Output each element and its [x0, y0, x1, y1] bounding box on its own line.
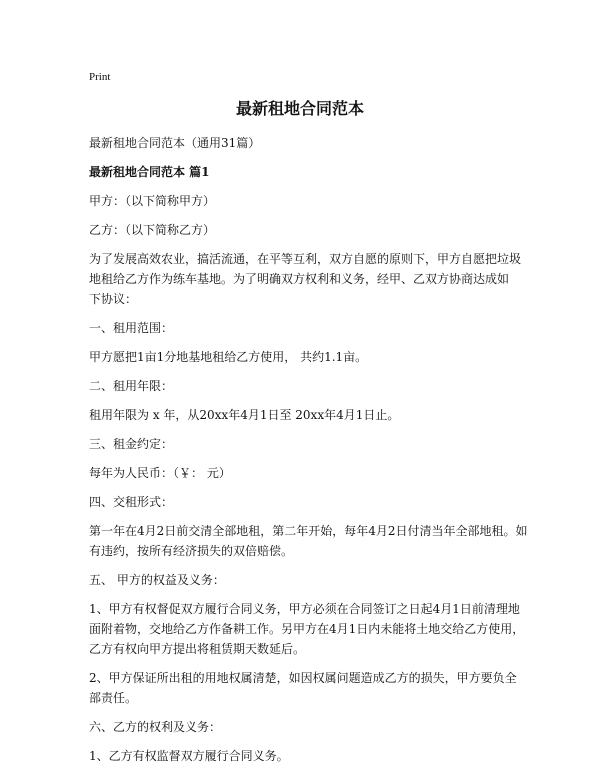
section-heading: 最新租地合同范本 篇1: [89, 165, 210, 179]
intro-paragraph: [89, 249, 521, 309]
item-line: 面附着物，交地给乙方作备耕工作。另甲方在4月1日内未能将土地交给乙方使用，: [89, 622, 525, 636]
clause-heading-party-b-rights: 六、乙方的权利及义务：: [89, 720, 222, 734]
clause-text-rent: 每年为人民币：（￥： 元）: [89, 466, 231, 480]
item-line: 部责任。: [89, 691, 138, 705]
intro-line: 为了发展高效农业，搞活流通，在平等互利，双方自愿的原则下，甲方自愿把垃圾: [89, 252, 522, 266]
clause-text-payment: [89, 521, 528, 561]
intro-line: 地租给乙方作为练车基地。为了明确双方权利和义务，经甲、乙双方协商达成如: [89, 272, 510, 286]
document-subtitle: 最新租地合同范本（通用31篇）: [89, 136, 261, 150]
clause-heading-term: 二、租用年限：: [89, 379, 174, 393]
item-line: 2、甲方保证所出租的用地权属清楚，如因权属问题造成乙方的损失，甲方要负全: [89, 671, 517, 685]
print-label: Print: [89, 71, 111, 83]
party-b-line: 乙方：（以下简称乙方）: [89, 223, 216, 237]
clause-text-term: 租用年限为 x 年，从20xx年4月1日至 20xx年4月1日止。: [89, 408, 400, 422]
intro-line: 下协议：: [89, 292, 138, 306]
clause-line: 有违约，按所有经济损失的双倍赔偿。: [89, 544, 294, 558]
clause-heading-rent: 三、租金约定：: [89, 437, 174, 451]
item-line: 乙方有权向甲方提出将租赁期天数延后。: [89, 642, 306, 656]
item-line: 1、乙方有权监督双方履行合同义务。: [89, 749, 289, 763]
document-body: [89, 133, 528, 775]
party-b-item: [89, 746, 521, 766]
item-line: 1、甲方有权督促双方履行合同义务，甲方必须在合同签订之日起4月1日前清理地: [89, 602, 520, 616]
clause-heading-party-a-rights: 五、 甲方的权益及义务：: [89, 573, 225, 587]
clause-heading-scope: 一、租用范围：: [89, 321, 174, 335]
clause-heading-payment: 四、交租形式：: [89, 495, 174, 509]
document-title: 最新租地合同范本: [235, 99, 364, 118]
clause-line: 第一年在4月2日前交清全部地租，第二年开始，每年4月2日付清当年全部地租。如: [89, 524, 528, 538]
party-a-item: [89, 599, 525, 659]
clause-text-scope: 甲方愿把1亩1分地基地租给乙方使用， 共约1.1亩。: [89, 350, 368, 364]
party-a-line: 甲方：（以下简称甲方）: [89, 194, 216, 208]
party-a-item: [89, 668, 521, 708]
